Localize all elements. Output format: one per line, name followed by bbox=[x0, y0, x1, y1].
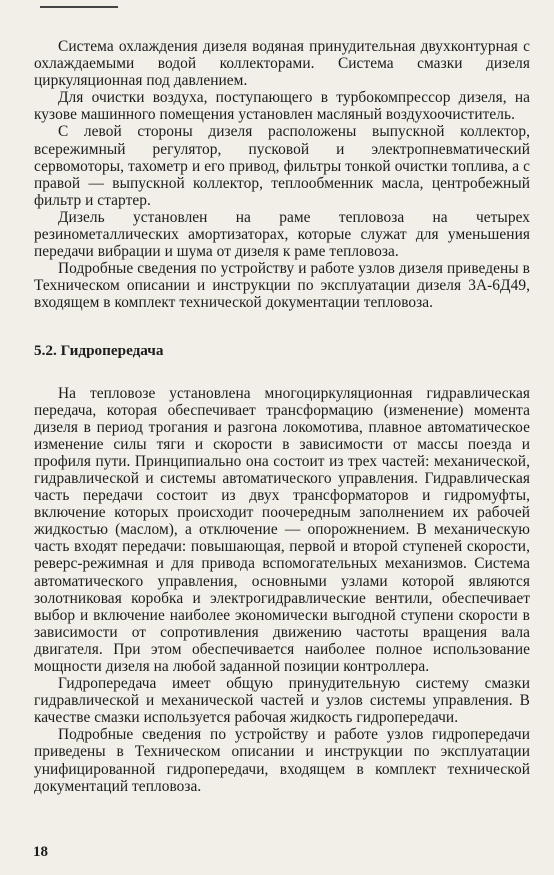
page-number: 18 bbox=[33, 844, 48, 860]
paragraph-transmission-documentation: Подробные сведения по устройству и работе узлов гидропередачи приведены в Техническом описании и инструкции по эксплуатации унифицированной гидропередачи, входящем в комплект технической документаций тепловоза. bbox=[34, 726, 530, 795]
paragraph-cooling: Система охлаждения дизеля водяная принудительная двухконтурная с охлаждаемыми водой коллекторами. Система смазки дизеля циркуляционная под давлением. bbox=[34, 38, 530, 90]
top-rule bbox=[40, 6, 118, 8]
page-body bbox=[34, 38, 530, 795]
paragraph-diesel-documentation: Подробные сведения по устройству и работе узлов дизеля приведены в Техническом описании и инструкции по эксплуатации дизеля 3А-6Д49, входящем в комплект технической документации тепловоза. bbox=[34, 260, 530, 312]
section-heading: 5.2. Гидропередача bbox=[34, 341, 164, 359]
paragraph-hydraulic-transmission: На тепловозе установлена многоциркуляционная гидравлическая передача, которая обеспечивает трансформацию (изменение) момента дизеля в период трогания и разгона локомотива, плавное автоматическое изменение силы тяги и скорости в зависимости от массы поезда и профиля пути. Принципиально она состоит из трех частей: механической, гидравлической и системы автоматического управления. Гидравлическая часть передачи состоит из двух трансформаторов и гидромуфты, включение которых происходит поочередным заполнением их рабочей жидкостью (маслом), а отключение — опорожнением. В механическую часть входят передачи: повышающая, первой и второй ступеней скорости, реверс-режимная и для привода вспомогательных механизмов. Система автоматического управления, основными узлами которой являются золотниковая коробка и электрогидравлические вентили, обеспечивает выбор и включение наиболее экономически выгодной ступени скорости в зависимости от сопротивления движению частоты вращения вала двигателя. При этом обеспечивается наиболее полное использование мощности дизеля на любой заданной позиции контроллера. bbox=[34, 384, 530, 675]
paragraph-lubrication: Гидропередача имеет общую принудительную систему смазки гидравлической и механической частей и узлов системы управления. В качестве смазки используется рабочая жидкость гидропередачи. bbox=[34, 675, 530, 727]
paragraph-diesel-mounting: Дизель установлен на раме тепловоза на четырех резинометаллических амортизаторах, которые служат для уменьшения передачи вибрации и шума от дизеля к раме тепловоза. bbox=[34, 208, 530, 261]
paragraph-diesel-components: С левой стороны дизеля расположены выпускной коллектор, всережимный регулятор, пусковой и электропневматический сервомоторы, тахометр и его привод, фильтры тонкой очистки топлива, а с правой — выпускной коллектор, теплообменник масла, центробежный фильтр и стартер. bbox=[34, 123, 530, 209]
paragraph-air-cleaning: Для очистки воздуха, поступающего в турбокомпрессор дизеля, на кузове машинного помещения установлен масляный воздухоочиститель. bbox=[34, 89, 530, 124]
